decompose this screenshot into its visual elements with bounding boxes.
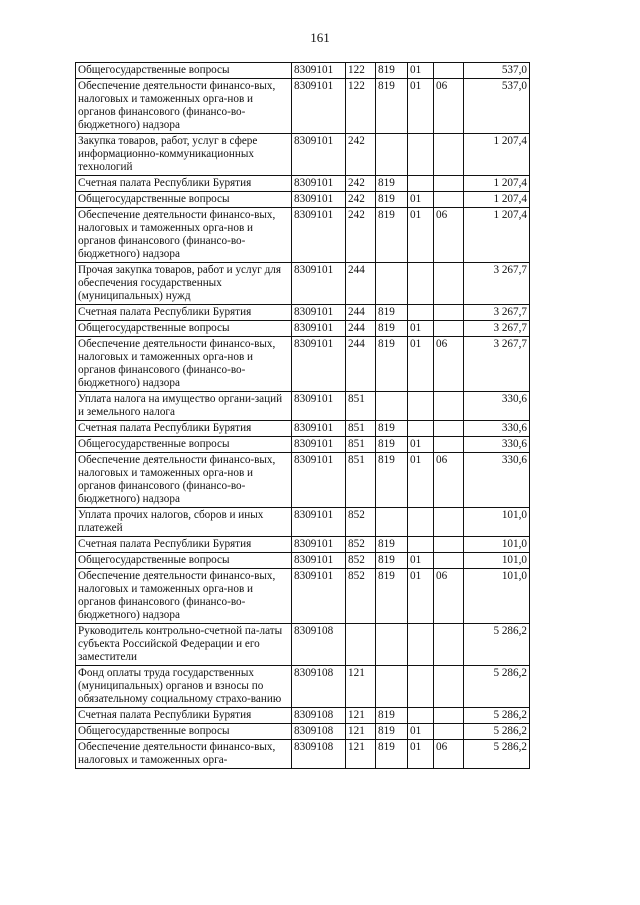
expense-type-cell: 121 — [346, 708, 376, 724]
table-row — [76, 192, 530, 208]
row-name-cell: Общегосударственные вопросы — [76, 321, 292, 337]
target-article-cell: 8309101 — [292, 134, 346, 176]
budget-manager-cell: 819 — [376, 724, 408, 740]
section-cell: 01 — [408, 321, 434, 337]
target-article-cell: 8309108 — [292, 740, 346, 769]
amount-cell: 537,0 — [464, 63, 530, 79]
budget-manager-cell: 819 — [376, 176, 408, 192]
section-cell: 01 — [408, 553, 434, 569]
subsection-cell — [434, 392, 464, 421]
budget-table-body — [76, 63, 530, 769]
budget-manager-cell: 819 — [376, 337, 408, 392]
section-cell — [408, 708, 434, 724]
target-article-cell: 8309101 — [292, 337, 346, 392]
amount-cell: 330,6 — [464, 453, 530, 508]
subsection-cell — [434, 708, 464, 724]
row-name-cell: Обеспечение деятельности финансо-вых, налоговых и таможенных орга- — [76, 740, 292, 769]
section-cell: 01 — [408, 437, 434, 453]
section-cell: 01 — [408, 569, 434, 624]
table-row — [76, 666, 530, 708]
row-name-cell: Закупка товаров, работ, услуг в сфере информационно-коммуникационных технологий — [76, 134, 292, 176]
table-row — [76, 63, 530, 79]
subsection-cell — [434, 421, 464, 437]
budget-manager-cell: 819 — [376, 421, 408, 437]
row-name-cell: Обеспечение деятельности финансо-вых, налоговых и таможенных орга-нов и органов финансового (финансо-во-бюджетного) надзора — [76, 337, 292, 392]
budget-manager-cell: 819 — [376, 437, 408, 453]
section-cell — [408, 537, 434, 553]
table-row — [76, 740, 530, 769]
expense-type-cell: 122 — [346, 63, 376, 79]
amount-cell: 330,6 — [464, 437, 530, 453]
budget-manager-cell: 819 — [376, 63, 408, 79]
section-cell — [408, 392, 434, 421]
budget-manager-cell: 819 — [376, 537, 408, 553]
row-name-cell: Счетная палата Республики Бурятия — [76, 537, 292, 553]
subsection-cell — [434, 305, 464, 321]
amount-cell: 5 286,2 — [464, 624, 530, 666]
row-name-cell: Счетная палата Республики Бурятия — [76, 708, 292, 724]
target-article-cell: 8309101 — [292, 263, 346, 305]
target-article-cell: 8309108 — [292, 624, 346, 666]
row-name-cell: Счетная палата Республики Бурятия — [76, 421, 292, 437]
subsection-cell — [434, 321, 464, 337]
table-row — [76, 79, 530, 134]
row-name-cell: Фонд оплаты труда государственных (муниципальных) органов и взносы по обязательному социальному страхо-ванию — [76, 666, 292, 708]
subsection-cell: 06 — [434, 208, 464, 263]
section-cell: 01 — [408, 740, 434, 769]
target-article-cell: 8309101 — [292, 208, 346, 263]
amount-cell: 101,0 — [464, 569, 530, 624]
amount-cell: 5 286,2 — [464, 724, 530, 740]
target-article-cell: 8309108 — [292, 666, 346, 708]
budget-manager-cell — [376, 666, 408, 708]
row-name-cell: Общегосударственные вопросы — [76, 192, 292, 208]
target-article-cell: 8309108 — [292, 724, 346, 740]
subsection-cell: 06 — [434, 569, 464, 624]
amount-cell: 1 207,4 — [464, 134, 530, 176]
expense-type-cell: 851 — [346, 392, 376, 421]
target-article-cell: 8309101 — [292, 305, 346, 321]
amount-cell: 1 207,4 — [464, 208, 530, 263]
row-name-cell: Обеспечение деятельности финансо-вых, налоговых и таможенных орга-нов и органов финансового (финансо-во-бюджетного) надзора — [76, 79, 292, 134]
section-cell — [408, 508, 434, 537]
expense-type-cell: 852 — [346, 508, 376, 537]
budget-manager-cell — [376, 624, 408, 666]
table-row — [76, 337, 530, 392]
expense-type-cell: 121 — [346, 740, 376, 769]
expense-type-cell: 244 — [346, 263, 376, 305]
section-cell: 01 — [408, 63, 434, 79]
target-article-cell: 8309101 — [292, 192, 346, 208]
budget-manager-cell: 819 — [376, 740, 408, 769]
target-article-cell: 8309101 — [292, 437, 346, 453]
expense-type-cell: 122 — [346, 79, 376, 134]
table-row — [76, 624, 530, 666]
row-name-cell: Прочая закупка товаров, работ и услуг для обеспечения государственных (муниципальных) нужд — [76, 263, 292, 305]
subsection-cell — [434, 263, 464, 305]
amount-cell: 5 286,2 — [464, 708, 530, 724]
expense-type-cell: 244 — [346, 305, 376, 321]
subsection-cell: 06 — [434, 79, 464, 134]
row-name-cell: Общегосударственные вопросы — [76, 724, 292, 740]
section-cell — [408, 305, 434, 321]
target-article-cell: 8309101 — [292, 569, 346, 624]
amount-cell: 1 207,4 — [464, 176, 530, 192]
section-cell: 01 — [408, 453, 434, 508]
section-cell: 01 — [408, 724, 434, 740]
amount-cell: 3 267,7 — [464, 263, 530, 305]
amount-cell: 101,0 — [464, 508, 530, 537]
expense-type-cell: 242 — [346, 134, 376, 176]
target-article-cell: 8309101 — [292, 176, 346, 192]
amount-cell: 330,6 — [464, 421, 530, 437]
amount-cell: 3 267,7 — [464, 305, 530, 321]
subsection-cell — [434, 553, 464, 569]
section-cell: 01 — [408, 79, 434, 134]
amount-cell: 101,0 — [464, 553, 530, 569]
target-article-cell: 8309101 — [292, 508, 346, 537]
budget-manager-cell: 819 — [376, 208, 408, 263]
table-row — [76, 708, 530, 724]
expense-type-cell: 852 — [346, 553, 376, 569]
expense-type-cell: 121 — [346, 724, 376, 740]
section-cell: 01 — [408, 208, 434, 263]
expense-type-cell: 242 — [346, 192, 376, 208]
amount-cell: 330,6 — [464, 392, 530, 421]
amount-cell: 5 286,2 — [464, 740, 530, 769]
expense-type-cell: 851 — [346, 453, 376, 508]
subsection-cell — [434, 134, 464, 176]
subsection-cell: 06 — [434, 337, 464, 392]
budget-manager-cell — [376, 263, 408, 305]
row-name-cell: Обеспечение деятельности финансо-вых, налоговых и таможенных орга-нов и органов финансового (финансо-во-бюджетного) надзора — [76, 569, 292, 624]
table-row — [76, 208, 530, 263]
subsection-cell — [434, 176, 464, 192]
expense-type-cell: 242 — [346, 208, 376, 263]
section-cell — [408, 666, 434, 708]
section-cell — [408, 176, 434, 192]
row-name-cell: Общегосударственные вопросы — [76, 63, 292, 79]
target-article-cell: 8309101 — [292, 63, 346, 79]
budget-manager-cell: 819 — [376, 79, 408, 134]
section-cell — [408, 263, 434, 305]
expense-type-cell: 852 — [346, 537, 376, 553]
amount-cell: 537,0 — [464, 79, 530, 134]
page-number: 161 — [310, 30, 330, 45]
row-name-cell: Обеспечение деятельности финансо-вых, налоговых и таможенных орга-нов и органов финансового (финансо-во-бюджетного) надзора — [76, 453, 292, 508]
table-row — [76, 305, 530, 321]
table-row — [76, 537, 530, 553]
budget-table — [75, 62, 530, 769]
target-article-cell: 8309101 — [292, 321, 346, 337]
row-name-cell: Обеспечение деятельности финансо-вых, налоговых и таможенных орга-нов и органов финансового (финансо-во-бюджетного) надзора — [76, 208, 292, 263]
expense-type-cell: 242 — [346, 176, 376, 192]
section-cell: 01 — [408, 337, 434, 392]
row-name-cell: Общегосударственные вопросы — [76, 553, 292, 569]
row-name-cell: Общегосударственные вопросы — [76, 437, 292, 453]
target-article-cell: 8309101 — [292, 553, 346, 569]
subsection-cell: 06 — [434, 740, 464, 769]
target-article-cell: 8309101 — [292, 421, 346, 437]
row-name-cell: Счетная палата Республики Бурятия — [76, 305, 292, 321]
amount-cell: 3 267,7 — [464, 321, 530, 337]
table-row — [76, 437, 530, 453]
table-row — [76, 134, 530, 176]
row-name-cell: Руководитель контрольно-счетной па-латы субъекта Российской Федерации и его заместители — [76, 624, 292, 666]
budget-manager-cell — [376, 392, 408, 421]
target-article-cell: 8309101 — [292, 79, 346, 134]
amount-cell: 101,0 — [464, 537, 530, 553]
row-name-cell: Уплата налога на имущество органи-заций и земельного налога — [76, 392, 292, 421]
table-row — [76, 569, 530, 624]
target-article-cell: 8309108 — [292, 708, 346, 724]
row-name-cell: Счетная палата Республики Бурятия — [76, 176, 292, 192]
table-row — [76, 724, 530, 740]
section-cell: 01 — [408, 192, 434, 208]
table-row — [76, 421, 530, 437]
subsection-cell: 06 — [434, 453, 464, 508]
table-row — [76, 263, 530, 305]
row-name-cell: Уплата прочих налогов, сборов и иных платежей — [76, 508, 292, 537]
budget-manager-cell — [376, 134, 408, 176]
budget-manager-cell: 819 — [376, 553, 408, 569]
target-article-cell: 8309101 — [292, 537, 346, 553]
table-row — [76, 176, 530, 192]
subsection-cell — [434, 437, 464, 453]
section-cell — [408, 134, 434, 176]
target-article-cell: 8309101 — [292, 453, 346, 508]
budget-manager-cell: 819 — [376, 569, 408, 624]
budget-manager-cell: 819 — [376, 708, 408, 724]
budget-manager-cell: 819 — [376, 192, 408, 208]
expense-type-cell — [346, 624, 376, 666]
expense-type-cell: 244 — [346, 321, 376, 337]
section-cell — [408, 624, 434, 666]
expense-type-cell: 244 — [346, 337, 376, 392]
table-row — [76, 453, 530, 508]
expense-type-cell: 851 — [346, 421, 376, 437]
table-row — [76, 321, 530, 337]
subsection-cell — [434, 508, 464, 537]
table-row — [76, 508, 530, 537]
budget-manager-cell: 819 — [376, 305, 408, 321]
table-row — [76, 553, 530, 569]
amount-cell: 3 267,7 — [464, 337, 530, 392]
expense-type-cell: 852 — [346, 569, 376, 624]
subsection-cell — [434, 192, 464, 208]
subsection-cell — [434, 666, 464, 708]
table-row — [76, 392, 530, 421]
target-article-cell: 8309101 — [292, 392, 346, 421]
subsection-cell — [434, 624, 464, 666]
subsection-cell — [434, 724, 464, 740]
section-cell — [408, 421, 434, 437]
subsection-cell — [434, 63, 464, 79]
subsection-cell — [434, 537, 464, 553]
budget-manager-cell — [376, 508, 408, 537]
amount-cell: 5 286,2 — [464, 666, 530, 708]
expense-type-cell: 851 — [346, 437, 376, 453]
budget-manager-cell: 819 — [376, 453, 408, 508]
amount-cell: 1 207,4 — [464, 192, 530, 208]
expense-type-cell: 121 — [346, 666, 376, 708]
budget-manager-cell: 819 — [376, 321, 408, 337]
